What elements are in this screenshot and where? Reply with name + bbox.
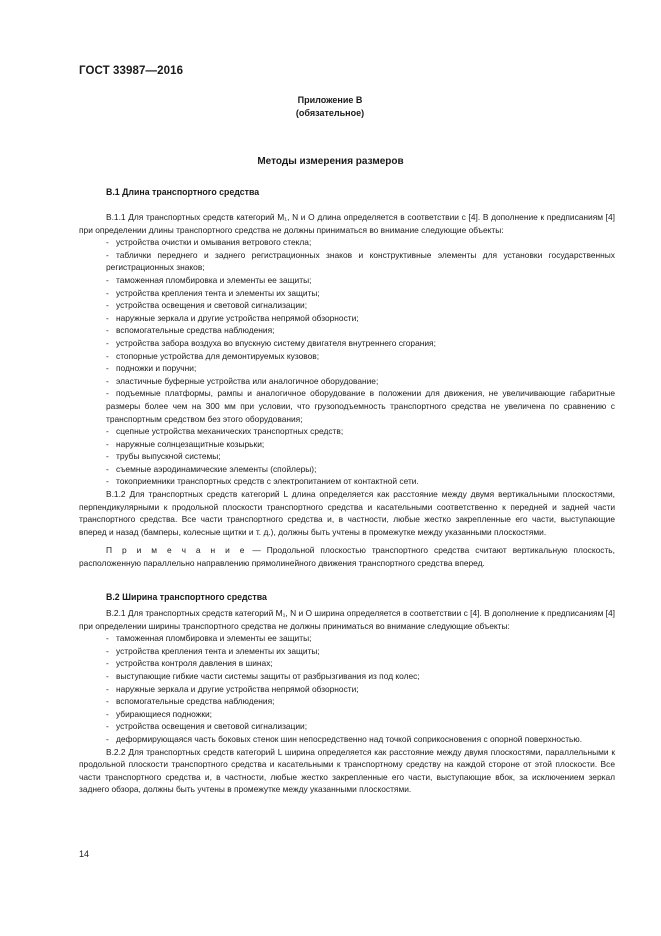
- section-heading-width: В.2 Ширина транспортного средства: [106, 592, 267, 602]
- list-item: - эластичные буферные устройства или аналогичное оборудование;: [79, 375, 615, 388]
- list-item: - вспомогательные средства наблюдения;: [79, 695, 615, 708]
- list-item: - устройства крепления тента и элементы их защиты;: [79, 287, 615, 300]
- note-label: П р и м е ч а н и е: [106, 545, 247, 556]
- list-item: - устройства контроля давления в шинах;: [79, 657, 615, 670]
- list-item: - устройства крепления тента и элементы их защиты;: [79, 645, 615, 658]
- list-item: - устройства освещения и световой сигнализации;: [79, 299, 615, 312]
- list-item: - подножки и поручни;: [79, 362, 615, 375]
- list-item: - таможенная пломбировка и элементы ее защиты;: [79, 632, 615, 645]
- paragraph-b12: В.1.2 Для транспортных средств категорий L длина определяется как расстояние между двумя вертикальными плоскостями, перпендикулярными к продольной плоскости транспортного средства и касательными соответственно к передней и задней части транспортного средства. Все части транспортного средства и, в частности, любые жестко закрепленные его части, выступающие вперед и назад (бамперы, колесные щитки и т. д.), должны быть учтены в промежутке между указанными плоскостями.: [79, 489, 615, 537]
- list-item: - токоприемники транспортных средств с электропитанием от контактной сети.: [79, 475, 615, 488]
- section-heading-length: В.1 Длина транспортного средства: [106, 187, 260, 197]
- list-item: - сцепные устройства механических транспортных средств;: [79, 425, 615, 438]
- page-number: 14: [79, 849, 90, 859]
- list-item: - стопорные устройства для демонтируемых кузовов;: [79, 350, 615, 363]
- annex-title: Приложение В: [297, 95, 363, 105]
- exclusion-list-width: [79, 632, 615, 745]
- list-item: - наружные зеркала и другие устройства непрямой обзорности;: [79, 312, 615, 325]
- note-text: — Продольной плоскостью транспортного средства считают вертикальную плоскость, расположенную параллельно направлению прямолинейного движения транспортного средства вперед.: [79, 545, 615, 569]
- paragraph-b11: В.1.1 Для транспортных средств категорий М₁, N и O длина определяется в соответствии с [4]. В дополнение к предписаниям [4] при определении длины транспортного средства не должны приниматься во внимание следующие объекты:: [79, 212, 615, 235]
- list-item: - вспомогательные средства наблюдения;: [79, 324, 615, 337]
- list-item: - устройства забора воздуха во впускную систему двигателя внутреннего сгорания;: [79, 337, 615, 350]
- list-item: - выступающие гибкие части системы защиты от разбрызгивания из под колес;: [79, 670, 615, 683]
- list-item: - деформирующаяся часть боковых стенок шин непосредственно над точкой соприкосновения с опорной поверхностью.: [79, 733, 615, 746]
- exclusion-list-length: [79, 236, 615, 488]
- list-item: - устройства освещения и световой сигнализации;: [79, 720, 615, 733]
- list-item: - таможенная пломбировка и элементы ее защиты;: [79, 274, 615, 287]
- list-item: - трубы выпускной системы;: [79, 450, 615, 463]
- document-code: ГОСТ 33987—2016: [79, 65, 184, 77]
- section-width-body: [79, 607, 615, 796]
- document-title: Методы измерения размеров: [257, 156, 404, 167]
- list-item: - подъемные платформы, рампы и аналогичное оборудование в положении для движения, не увеличивающие габаритные размеры более чем на 300 мм при условии, что грузоподъемность транспортного средства не увеличена по сравнению с транспортным средством без этого оборудования;: [79, 387, 615, 425]
- note: [79, 544, 615, 569]
- paragraph-b22: В.2.2 Для транспортных средств категорий L ширина определяется как расстояние между двумя плоскостями, параллельными к продольной плоскости транспортного средства и касательными к транспортному средству на каждой стороне от этой плоскости. Все части транспортного средства и, в частности, любые жестко закрепленные его части, выступающие вбок, за исключением зеркал заднего обзора, должны быть учтены в промежутке между указанными плоскостями.: [79, 746, 615, 795]
- list-item: - наружные солнцезащитные козырьки;: [79, 438, 615, 451]
- annex-status: (обязательное): [295, 108, 365, 118]
- list-item: - наружные зеркала и другие устройства непрямой обзорности;: [79, 683, 615, 696]
- list-item: - убирающиеся подножки;: [79, 708, 615, 721]
- section-length-body: [79, 211, 615, 570]
- list-item: - съемные аэродинамические элементы (спойлеры);: [79, 463, 615, 476]
- paragraph-b21: В.2.1 Для транспортных средств категорий М₁, N и O ширина определяется в соответствии с [4]. В дополнение к предписаниям [4] при определении ширины транспортного средства не должны приниматься во внимание следующие объекты:: [79, 608, 615, 631]
- list-item: - устройства очистки и омывания ветрового стекла;: [79, 236, 615, 249]
- list-item: - таблички переднего и заднего регистрационных знаков и конструктивные элементы для установки государственных регистрационных знаков;: [79, 249, 615, 274]
